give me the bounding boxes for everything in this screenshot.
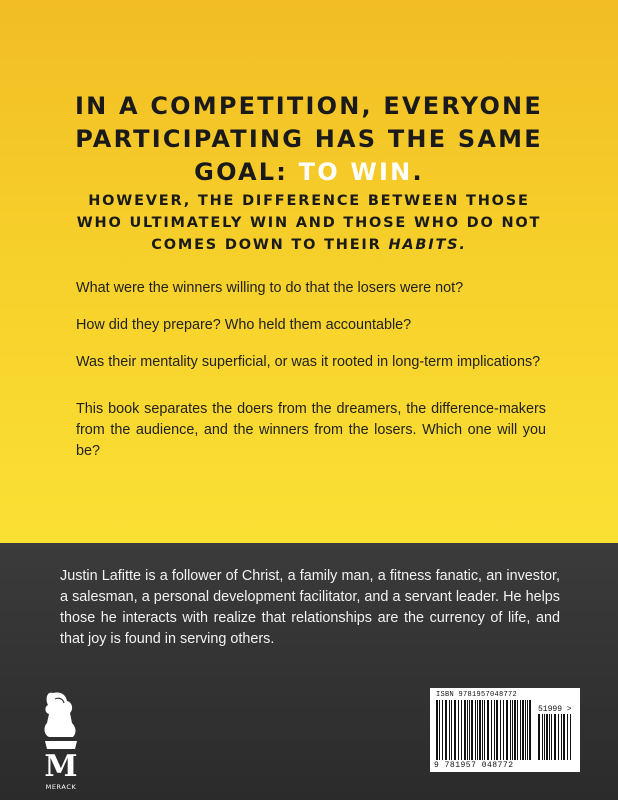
barcode-bar <box>546 714 548 760</box>
barcode-bar <box>527 700 528 760</box>
barcode-bar <box>479 700 481 760</box>
barcode-bar <box>449 700 450 760</box>
barcode-bar <box>563 714 565 760</box>
barcode-bar <box>494 700 495 760</box>
barcode-bar <box>461 700 462 760</box>
subhead-emphasis: HABITS. <box>388 237 467 253</box>
barcode-bar <box>558 714 559 760</box>
barcode-bar <box>454 700 456 760</box>
publisher-logo <box>35 683 87 793</box>
barcode-bar <box>445 700 447 760</box>
barcode-bar <box>506 700 508 760</box>
logo-letter: M <box>44 749 78 784</box>
subhead-line <box>60 234 558 256</box>
headline-line: PARTICIPATING HAS THE SAME <box>75 125 543 153</box>
barcode <box>430 688 580 772</box>
question-paragraph: What were the winners willing to do that the losers were not? <box>76 280 464 296</box>
headline-line <box>60 156 558 189</box>
barcode-bar <box>477 700 478 760</box>
headline-highlight: TO WIN <box>298 158 413 186</box>
question-paragraph: How did they prepare? Who held them accountable? <box>76 317 412 333</box>
barcode-bar <box>514 700 516 760</box>
price-code: 51999 > <box>538 705 572 714</box>
publisher-name: MERACK <box>45 783 77 791</box>
barcode-bar <box>570 714 571 760</box>
lion-icon <box>35 683 87 793</box>
barcode-bar <box>522 700 524 760</box>
barcode-bar <box>487 700 489 760</box>
barcode-bar <box>529 700 531 760</box>
barcode-bar <box>458 700 459 760</box>
barcode-bar <box>551 714 552 760</box>
subhead-line: HOWEVER, THE DIFFERENCE BETWEEN THOSE <box>88 193 530 209</box>
isbn-digits: 9 781957 048772 <box>434 761 514 770</box>
headline <box>60 90 558 189</box>
barcode-bar <box>525 700 526 760</box>
barcode-bar <box>482 700 483 760</box>
subhead-line: WHO ULTIMATELY WIN AND THOSE WHO DO NOT <box>76 215 542 231</box>
barcode-bar <box>512 700 513 760</box>
barcode-bar <box>503 700 504 760</box>
headline-line: IN A COMPETITION, EVERYONE <box>75 92 543 120</box>
barcode-bar <box>520 700 521 760</box>
barcode-bar <box>561 714 562 760</box>
barcode-bar <box>510 700 511 760</box>
barcode-bar <box>484 700 485 760</box>
headline-text: GOAL: <box>194 158 299 186</box>
author-bio: Justin Lafitte is a follower of Christ, a family man, a fitness fanatic, an investor, a salesman, a personal development facilitator, and a servant leader. He helps those he interacts with realize that relationships are the currency of life, and that joy is found in serving others. <box>60 568 560 647</box>
barcode-bar <box>538 714 540 760</box>
barcode-bar <box>544 714 545 760</box>
barcode-bar <box>549 714 550 760</box>
barcode-bar <box>554 714 556 760</box>
barcode-bar <box>464 700 466 760</box>
barcode-bar <box>542 714 543 760</box>
barcode-bar <box>491 700 492 760</box>
barcode-bar <box>439 700 440 760</box>
barcode-bar <box>500 700 501 760</box>
barcode-bar <box>451 700 452 760</box>
subheadline <box>60 190 558 256</box>
barcode-bar <box>467 700 468 760</box>
barcode-bar <box>475 700 476 760</box>
barcode-bar <box>469 700 470 760</box>
price-barcode-bars <box>538 714 574 760</box>
barcode-bar <box>436 700 438 760</box>
subhead-text: COMES DOWN TO THEIR <box>151 237 389 253</box>
barcode-bar <box>496 700 498 760</box>
barcode-bar <box>517 700 518 760</box>
barcode-bar <box>442 700 443 760</box>
headline-text: . <box>412 158 424 186</box>
barcode-bars <box>436 700 532 760</box>
question-paragraph: Was their mentality superficial, or was it rooted in long-term implications? <box>76 354 541 370</box>
barcode-bar <box>471 700 473 760</box>
barcode-bar <box>567 714 568 760</box>
isbn-label: ISBN 9781957048772 <box>436 691 518 699</box>
closing-paragraph: This book separates the doers from the dreamers, the difference-makers from the audience, and the winners from the losers. Which one will you be? <box>76 401 546 459</box>
